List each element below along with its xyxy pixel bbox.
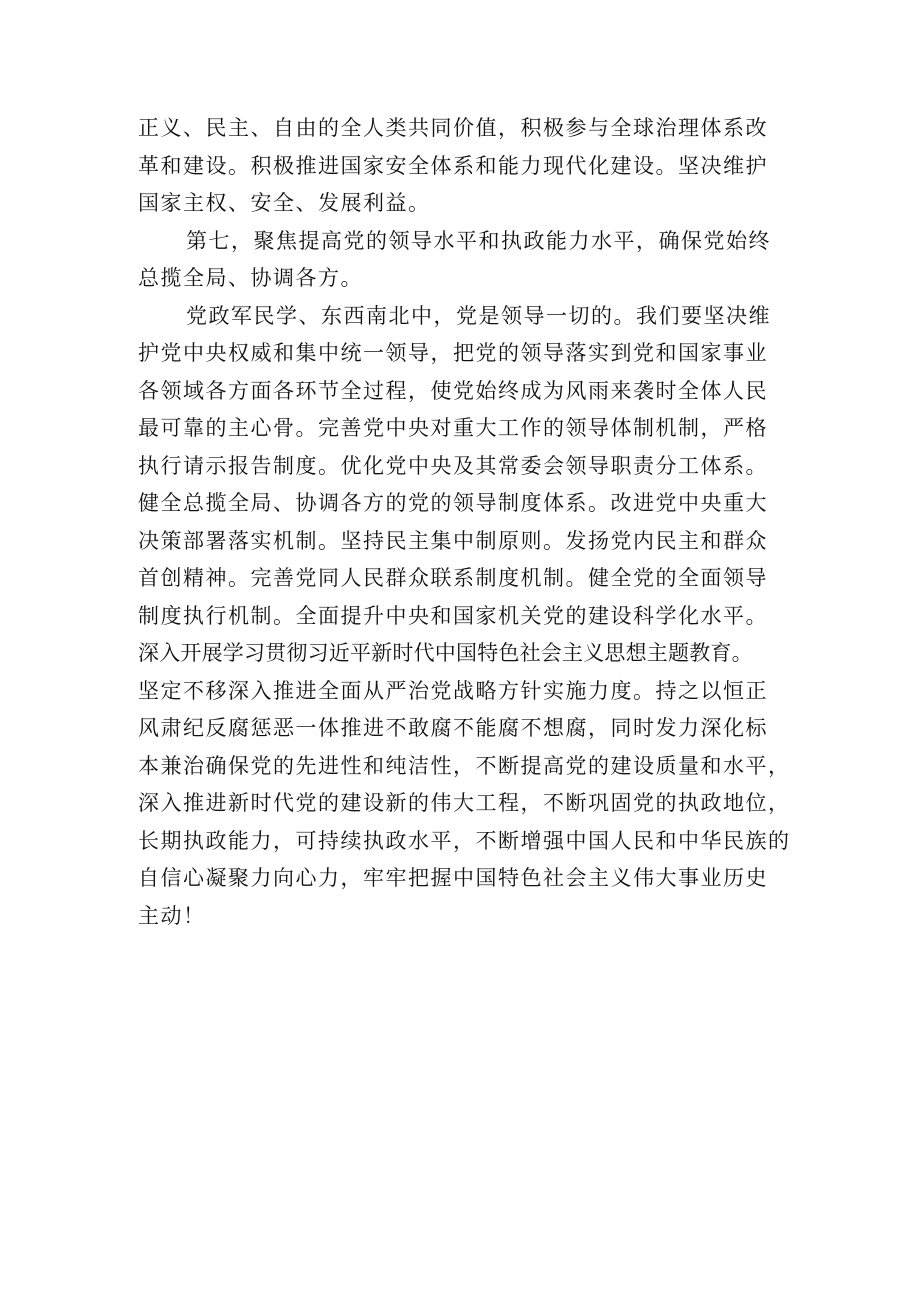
section-heading-line: 第七，聚焦提高党的领导水平和执政能力水平，确保党始终 (186, 228, 771, 253)
section-heading-line: 总揽全局、协调各方。 (138, 266, 363, 290)
body-text (138, 110, 798, 935)
text-line: 坚定不移深入推进全面从严治党战略方针实施力度。持之以恒正 (138, 678, 768, 703)
text-line: 深入开展学习贯彻习近平新时代中国特色社会主义思想主题教育。 (138, 641, 753, 665)
text-line: 最可靠的主心骨。完善党中央对重大工作的领导体制机制，严格 (138, 416, 768, 440)
text-line: 决策部署落实机制。坚持民主集中制原则。发扬党内民主和群众 (138, 528, 768, 553)
text-line: 主动！ (138, 903, 206, 928)
text-line: 自信心凝聚力向心力，牢牢把握中国特色社会主义伟大事业历史 (138, 866, 768, 890)
text-line: 长期执政能力，可持续执政水平，不断增强中国人民和中华民族的 (138, 828, 791, 853)
text-line: 本兼治确保党的先进性和纯洁性，不断提高党的建设质量和水平， (138, 753, 791, 778)
text-line: 风肃纪反腐惩恶一体推进不敢腐不能腐不想腐，同时发力深化标 (138, 716, 768, 740)
text-line: 健全总揽全局、协调各方的党的领导制度体系。改进党中央重大 (138, 491, 768, 515)
text-line: 执行请示报告制度。优化党中央及其常委会领导职责分工体系。 (138, 453, 768, 478)
text-line: 各领域各方面各环节全过程，使党始终成为风雨来袭时全体人民 (138, 378, 768, 403)
text-line: 国家主权、安全、发展利益。 (138, 191, 431, 215)
text-line: 深入推进新时代党的建设新的伟大工程，不断巩固党的执政地位， (138, 791, 791, 815)
text-line: 党政军民学、东西南北中，党是领导一切的。我们要坚决维 (186, 303, 771, 328)
text-line: 首创精神。完善党同人民群众联系制度机制。健全党的全面领导 (138, 566, 768, 590)
text-line: 正义、民主、自由的全人类共同价值，积极参与全球治理体系改 (138, 116, 768, 140)
text-line: 革和建设。积极推进国家安全体系和能力现代化建设。坚决维护 (138, 153, 768, 178)
text-line: 护党中央权威和集中统一领导，把党的领导落实到党和国家事业 (138, 341, 768, 365)
text-line: 制度执行机制。全面提升中央和国家机关党的建设科学化水平。 (138, 603, 768, 628)
